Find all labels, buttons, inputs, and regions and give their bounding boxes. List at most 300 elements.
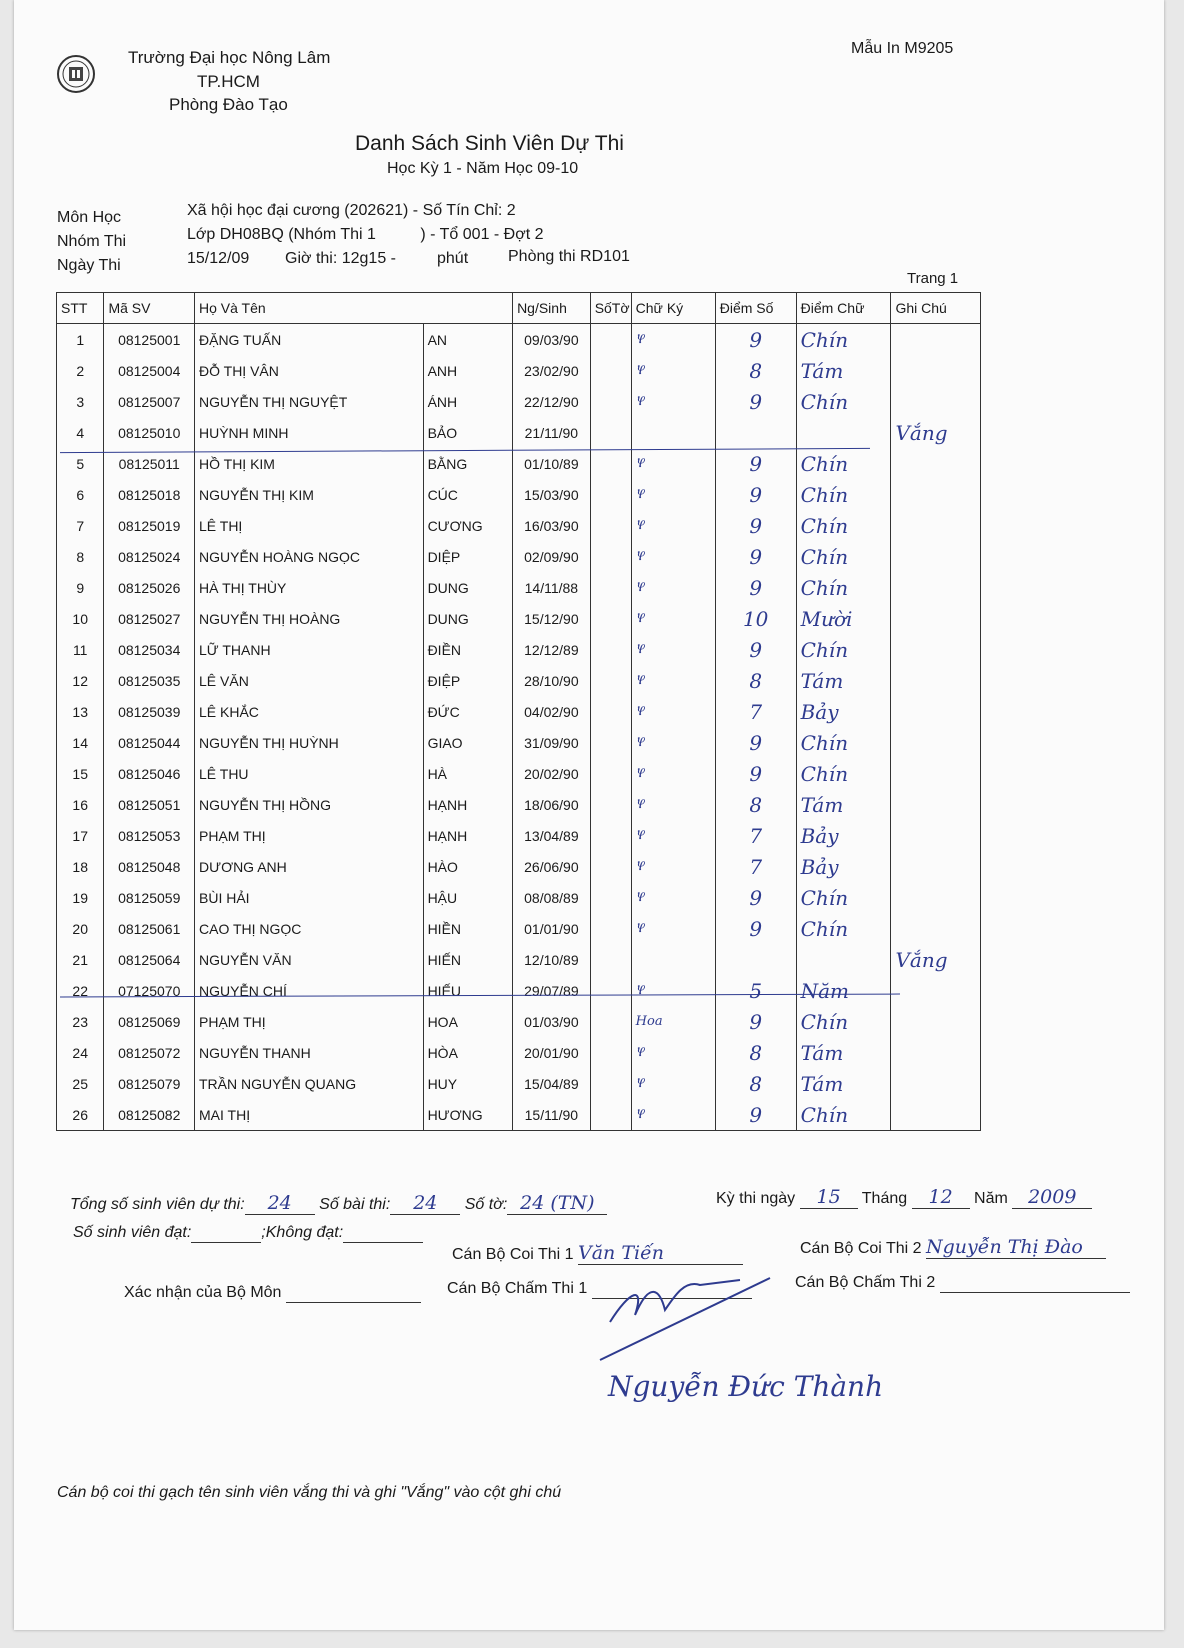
grader-name-handwritten: Nguyễn Đức Thành: [608, 1370, 884, 1403]
row-first-name: ÁNH: [423, 386, 513, 417]
table-row: [57, 603, 981, 634]
row-sheets: [590, 789, 631, 820]
col-header-sheets: SốTờ: [590, 293, 631, 324]
row-sheets: [590, 851, 631, 882]
row-sheets: [590, 820, 631, 851]
exam-year-label: Năm: [974, 1190, 1008, 1207]
row-signature: [631, 417, 715, 448]
row-notes: [891, 851, 981, 882]
row-sheets: [590, 882, 631, 913]
table-row: [57, 417, 981, 448]
row-signature: Ⳡ: [631, 758, 715, 789]
row-first-name: DUNG: [423, 603, 513, 634]
row-last-middle-name: PHẠM THỊ: [195, 1006, 424, 1037]
row-last-middle-name: NGUYỄN THANH: [195, 1037, 424, 1068]
row-student-id: 08125007: [104, 386, 195, 417]
row-stt: 9: [57, 572, 104, 603]
row-first-name: ANH: [423, 355, 513, 386]
row-score: 9: [715, 572, 796, 603]
row-score: 8: [715, 355, 796, 386]
row-score-words: Tám: [796, 1037, 891, 1068]
row-student-id: 08125051: [104, 789, 195, 820]
row-sheets: [590, 944, 631, 975]
table-row: [57, 851, 981, 882]
table-row: [57, 448, 981, 479]
row-student-id: 08125064: [104, 944, 195, 975]
row-first-name: HẠNH: [423, 789, 513, 820]
failed-label: ;Không đạt:: [261, 1224, 344, 1241]
row-notes: [891, 634, 981, 665]
grader-1-label: Cán Bộ Chấm Thi 1: [447, 1280, 588, 1297]
row-last-middle-name: LÊ THU: [195, 758, 424, 789]
exam-date-value: 15/12/09: [187, 250, 250, 267]
row-score-words: [796, 417, 891, 448]
row-last-middle-name: MAI THỊ: [195, 1099, 424, 1131]
col-header-stt: STT: [57, 293, 104, 324]
row-student-id: 08125001: [104, 324, 195, 356]
row-last-middle-name: NGUYỄN VĂN: [195, 944, 424, 975]
exam-month-value: 12: [912, 1186, 970, 1209]
footer-totals: [70, 1192, 607, 1215]
pass-fail-row: [73, 1224, 423, 1243]
row-birthdate: 23/02/90: [513, 355, 591, 386]
row-signature: Ⳡ: [631, 820, 715, 851]
row-stt: 12: [57, 665, 104, 696]
proctor-1-signature: Văn Tiến: [578, 1242, 743, 1265]
row-sheets: [590, 758, 631, 789]
row-notes: [891, 1099, 981, 1131]
row-signature: Ⳡ: [631, 1099, 715, 1131]
row-score: 9: [715, 386, 796, 417]
row-notes: Vắng: [891, 944, 981, 975]
subject-value: Xã hội học đại cương (202621) - Số Tín Chỉ: 2: [187, 202, 516, 219]
row-stt: 15: [57, 758, 104, 789]
row-birthdate: 26/06/90: [513, 851, 591, 882]
row-birthdate: 02/09/90: [513, 541, 591, 572]
row-notes: [891, 665, 981, 696]
row-first-name: GIAO: [423, 727, 513, 758]
department-confirm-label: Xác nhận của Bộ Môn: [124, 1284, 282, 1301]
row-signature: Ⳡ: [631, 541, 715, 572]
exam-duration-unit: phút: [437, 250, 469, 267]
row-signature: Ⳡ: [631, 913, 715, 944]
row-student-id: 08125019: [104, 510, 195, 541]
grader-2-row: [795, 1274, 1130, 1293]
row-signature: Ⳡ: [631, 510, 715, 541]
table-row: [57, 758, 981, 789]
row-last-middle-name: PHẠM THỊ: [195, 820, 424, 851]
passed-blank: [191, 1224, 261, 1243]
form-code: Mẫu In M9205: [851, 40, 954, 57]
row-signature: Ⳡ: [631, 634, 715, 665]
row-last-middle-name: LÊ KHẮC: [195, 696, 424, 727]
table-row: [57, 634, 981, 665]
row-score-words: Chín: [796, 510, 891, 541]
row-notes: [891, 727, 981, 758]
instruction-note: Cán bộ coi thi gạch tên sinh viên vắng thi và ghi "Vắng" vào cột ghi chú: [57, 1484, 562, 1501]
row-signature: Ⳡ: [631, 324, 715, 356]
row-birthdate: 12/12/89: [513, 634, 591, 665]
row-student-id: 08125011: [104, 448, 195, 479]
table-row: [57, 572, 981, 603]
row-signature: Ⳡ: [631, 789, 715, 820]
row-signature: Ⳡ: [631, 882, 715, 913]
grader-2-label: Cán Bộ Chấm Thi 2: [795, 1274, 936, 1291]
row-birthdate: 12/10/89: [513, 944, 591, 975]
row-last-middle-name: TRẦN NGUYỄN QUANG: [195, 1068, 424, 1099]
row-signature: Hoa: [631, 1006, 715, 1037]
row-first-name: ĐỨC: [423, 696, 513, 727]
row-stt: 8: [57, 541, 104, 572]
row-score-words: Chín: [796, 1099, 891, 1131]
row-birthdate: 20/02/90: [513, 758, 591, 789]
row-first-name: ĐIỆP: [423, 665, 513, 696]
row-sheets: [590, 417, 631, 448]
row-last-middle-name: NGUYỄN HOÀNG NGỌC: [195, 541, 424, 572]
row-student-id: 08125046: [104, 758, 195, 789]
row-score-words: Chín: [796, 386, 891, 417]
row-score: 7: [715, 696, 796, 727]
row-stt: 4: [57, 417, 104, 448]
exam-room: Phòng thi RD101: [508, 248, 630, 265]
group-value: Lớp DH08BQ (Nhóm Thi 1 ) - Tổ 001 - Đợt 2: [187, 226, 544, 243]
row-score-words: Bảy: [796, 820, 891, 851]
table-row: [57, 355, 981, 386]
row-score: 8: [715, 1037, 796, 1068]
row-sheets: [590, 541, 631, 572]
total-students-value: 24: [245, 1192, 315, 1215]
table-row: [57, 913, 981, 944]
row-stt: 20: [57, 913, 104, 944]
row-score: 10: [715, 603, 796, 634]
table-row: [57, 975, 981, 1006]
row-notes: [891, 479, 981, 510]
row-student-id: 08125069: [104, 1006, 195, 1037]
row-notes: [891, 603, 981, 634]
row-signature: Ⳡ: [631, 572, 715, 603]
col-header-score-words: Điểm Chữ: [796, 293, 891, 324]
table-row: [57, 386, 981, 417]
row-score-words: Tám: [796, 665, 891, 696]
row-birthdate: 04/02/90: [513, 696, 591, 727]
row-score-words: Chín: [796, 913, 891, 944]
exam-month-label: Tháng: [861, 1190, 908, 1207]
row-student-id: 08125044: [104, 727, 195, 758]
row-last-middle-name: HỒ THỊ KIM: [195, 448, 424, 479]
row-signature: Ⳡ: [631, 1037, 715, 1068]
row-first-name: HƯƠNG: [423, 1099, 513, 1131]
row-student-id: 08125010: [104, 417, 195, 448]
row-first-name: DUNG: [423, 572, 513, 603]
row-stt: 24: [57, 1037, 104, 1068]
row-sheets: [590, 727, 631, 758]
row-score: 8: [715, 789, 796, 820]
row-first-name: HẠNH: [423, 820, 513, 851]
row-score-words: Chín: [796, 1006, 891, 1037]
table-row: [57, 696, 981, 727]
exam-date-label: Ngày Thi: [57, 257, 121, 274]
row-signature: Ⳡ: [631, 975, 715, 1006]
row-signature: Ⳡ: [631, 665, 715, 696]
row-score: 9: [715, 1099, 796, 1131]
row-score: 9: [715, 758, 796, 789]
row-signature: Ⳡ: [631, 448, 715, 479]
row-notes: [891, 355, 981, 386]
total-sheets-value: 24 (TN): [507, 1192, 607, 1215]
row-notes: [891, 820, 981, 851]
department-confirm-blank: [286, 1284, 421, 1303]
row-first-name: HUY: [423, 1068, 513, 1099]
exam-date-footer: [716, 1186, 1092, 1209]
row-birthdate: 15/12/90: [513, 603, 591, 634]
row-sheets: [590, 1006, 631, 1037]
school-city: TP.HCM: [197, 72, 260, 91]
col-header-signature: Chữ Ký: [631, 293, 715, 324]
col-header-full-name: Họ Và Tên: [195, 293, 513, 324]
row-notes: [891, 696, 981, 727]
row-student-id: 08125039: [104, 696, 195, 727]
row-first-name: AN: [423, 324, 513, 356]
row-signature: Ⳡ: [631, 479, 715, 510]
row-notes: [891, 324, 981, 356]
row-signature: [631, 944, 715, 975]
row-sheets: [590, 386, 631, 417]
row-sheets: [590, 324, 631, 356]
row-score: 7: [715, 851, 796, 882]
row-last-middle-name: HÀ THỊ THÙY: [195, 572, 424, 603]
row-student-id: 08125018: [104, 479, 195, 510]
row-score-words: Chín: [796, 324, 891, 356]
row-score-words: Chín: [796, 572, 891, 603]
row-score-words: Chín: [796, 479, 891, 510]
row-student-id: 08125059: [104, 882, 195, 913]
table-row: [57, 789, 981, 820]
row-last-middle-name: NGUYỄN THỊ HUỲNH: [195, 727, 424, 758]
row-stt: 25: [57, 1068, 104, 1099]
row-stt: 22: [57, 975, 104, 1006]
row-stt: 18: [57, 851, 104, 882]
total-students-label: Tổng số sinh viên dự thi:: [70, 1196, 245, 1213]
proctor-2-label: Cán Bộ Coi Thi 2: [800, 1240, 922, 1257]
row-signature: Ⳡ: [631, 727, 715, 758]
row-notes: [891, 386, 981, 417]
row-student-id: 08125026: [104, 572, 195, 603]
row-score-words: Bảy: [796, 851, 891, 882]
row-birthdate: 20/01/90: [513, 1037, 591, 1068]
row-birthdate: 21/11/90: [513, 417, 591, 448]
row-notes: [891, 1006, 981, 1037]
row-score: 9: [715, 882, 796, 913]
row-stt: 3: [57, 386, 104, 417]
row-notes: [891, 975, 981, 1006]
row-birthdate: 15/03/90: [513, 479, 591, 510]
page-title: Danh Sách Sinh Viên Dự Thi: [355, 132, 624, 155]
page-number: Trang 1: [907, 270, 959, 287]
row-last-middle-name: DƯƠNG ANH: [195, 851, 424, 882]
exam-year-value: 2009: [1012, 1186, 1092, 1209]
table-row: [57, 727, 981, 758]
row-notes: [891, 789, 981, 820]
table-row: [57, 665, 981, 696]
university-logo: [56, 54, 96, 94]
row-student-id: 08125061: [104, 913, 195, 944]
passed-label: Số sinh viên đạt:: [73, 1224, 192, 1241]
row-first-name: HIẾN: [423, 944, 513, 975]
row-score: 9: [715, 541, 796, 572]
row-score: 9: [715, 479, 796, 510]
row-notes: Vắng: [891, 417, 981, 448]
row-stt: 5: [57, 448, 104, 479]
total-papers-label: Số bài thi:: [319, 1196, 391, 1213]
row-stt: 14: [57, 727, 104, 758]
row-score: [715, 944, 796, 975]
row-signature: Ⳡ: [631, 355, 715, 386]
row-score-words: [796, 944, 891, 975]
row-student-id: 08125034: [104, 634, 195, 665]
row-stt: 13: [57, 696, 104, 727]
total-papers-value: 24: [390, 1192, 460, 1215]
row-stt: 19: [57, 882, 104, 913]
row-birthdate: 09/03/90: [513, 324, 591, 356]
col-header-score: Điểm Số: [715, 293, 796, 324]
exam-day-value: 15: [800, 1186, 858, 1209]
table-row: [57, 510, 981, 541]
row-score: 9: [715, 448, 796, 479]
row-score: 8: [715, 665, 796, 696]
row-first-name: BẰNG: [423, 448, 513, 479]
table-row: [57, 820, 981, 851]
grader-2-blank: [940, 1274, 1130, 1293]
row-signature: Ⳡ: [631, 851, 715, 882]
row-last-middle-name: NGUYỄN THỊ HOÀNG: [195, 603, 424, 634]
row-birthdate: 31/09/90: [513, 727, 591, 758]
failed-blank: [343, 1224, 423, 1243]
row-score-words: Chín: [796, 882, 891, 913]
row-student-id: 08125053: [104, 820, 195, 851]
proctor-1-label: Cán Bộ Coi Thi 1: [452, 1246, 574, 1263]
row-sheets: [590, 479, 631, 510]
row-birthdate: 28/10/90: [513, 665, 591, 696]
row-score: 9: [715, 634, 796, 665]
row-last-middle-name: CAO THỊ NGỌC: [195, 913, 424, 944]
proctor-2-signature: Nguyễn Thị Đào: [926, 1236, 1106, 1259]
row-stt: 2: [57, 355, 104, 386]
row-first-name: CƯƠNG: [423, 510, 513, 541]
row-notes: [891, 913, 981, 944]
row-student-id: 08125048: [104, 851, 195, 882]
row-score-words: Chín: [796, 448, 891, 479]
total-sheets-label: Số tờ:: [464, 1196, 508, 1213]
row-score-words: Bảy: [796, 696, 891, 727]
row-score: 9: [715, 913, 796, 944]
row-sheets: [590, 1099, 631, 1131]
table-row: [57, 541, 981, 572]
row-notes: [891, 510, 981, 541]
row-last-middle-name: ĐỖ THỊ VÂN: [195, 355, 424, 386]
row-sheets: [590, 603, 631, 634]
group-label: Nhóm Thi: [57, 233, 127, 250]
exam-time: Giờ thi: 12g15 -: [285, 250, 396, 267]
row-score: 9: [715, 510, 796, 541]
row-birthdate: 22/12/90: [513, 386, 591, 417]
subject-label: Môn Học: [57, 209, 122, 226]
school-name: Trường Đại học Nông Lâm: [128, 48, 331, 67]
row-first-name: DIỆP: [423, 541, 513, 572]
row-sheets: [590, 510, 631, 541]
row-first-name: ĐIỀN: [423, 634, 513, 665]
row-sheets: [590, 572, 631, 603]
row-score: 5: [715, 975, 796, 1006]
row-score: 9: [715, 1006, 796, 1037]
row-signature: Ⳡ: [631, 696, 715, 727]
table-row: [57, 944, 981, 975]
grader-signature-mark: [590, 1260, 800, 1370]
row-stt: 11: [57, 634, 104, 665]
row-student-id: 08125072: [104, 1037, 195, 1068]
table-header-row: [57, 293, 981, 324]
row-score-words: Tám: [796, 789, 891, 820]
row-sheets: [590, 634, 631, 665]
table-row: [57, 479, 981, 510]
col-header-student-id: Mã SV: [104, 293, 195, 324]
row-first-name: HÀO: [423, 851, 513, 882]
table-row: [57, 1068, 981, 1099]
row-first-name: HIẾU: [423, 975, 513, 1006]
row-birthdate: 15/11/90: [513, 1099, 591, 1131]
row-student-id: 08125082: [104, 1099, 195, 1131]
row-notes: [891, 1037, 981, 1068]
row-sheets: [590, 1037, 631, 1068]
row-score-words: Chín: [796, 758, 891, 789]
row-sheets: [590, 696, 631, 727]
row-birthdate: 29/07/89: [513, 975, 591, 1006]
row-stt: 26: [57, 1099, 104, 1131]
row-first-name: CÚC: [423, 479, 513, 510]
row-notes: [891, 882, 981, 913]
row-signature: Ⳡ: [631, 1068, 715, 1099]
row-signature: Ⳡ: [631, 603, 715, 634]
row-birthdate: 14/11/88: [513, 572, 591, 603]
row-first-name: HIỀN: [423, 913, 513, 944]
row-score-words: Chín: [796, 541, 891, 572]
table-row: [57, 1099, 981, 1131]
row-stt: 17: [57, 820, 104, 851]
row-notes: [891, 448, 981, 479]
row-notes: [891, 572, 981, 603]
row-score: 9: [715, 324, 796, 356]
row-score: 9: [715, 727, 796, 758]
row-birthdate: 18/06/90: [513, 789, 591, 820]
row-last-middle-name: BÙI HẢI: [195, 882, 424, 913]
row-stt: 10: [57, 603, 104, 634]
row-birthdate: 01/10/89: [513, 448, 591, 479]
row-score: 7: [715, 820, 796, 851]
row-birthdate: 01/03/90: [513, 1006, 591, 1037]
row-student-id: 08125027: [104, 603, 195, 634]
row-last-middle-name: NGUYỄN THỊ KIM: [195, 479, 424, 510]
row-last-middle-name: NGUYỄN THỊ HỒNG: [195, 789, 424, 820]
row-stt: 23: [57, 1006, 104, 1037]
table-row: [57, 324, 981, 356]
row-signature: Ⳡ: [631, 386, 715, 417]
row-stt: 16: [57, 789, 104, 820]
row-notes: [891, 758, 981, 789]
row-last-middle-name: LỮ THANH: [195, 634, 424, 665]
row-first-name: HÒA: [423, 1037, 513, 1068]
row-birthdate: 08/08/89: [513, 882, 591, 913]
row-score: [715, 417, 796, 448]
proctor-2-row: [800, 1236, 1106, 1259]
